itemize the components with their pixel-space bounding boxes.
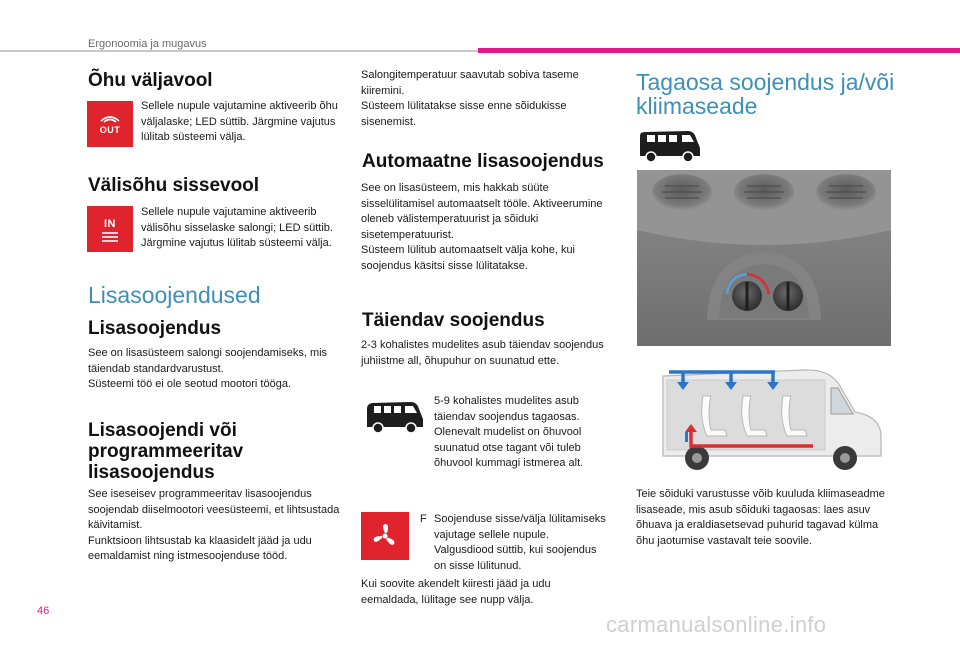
programmable-heater-title: Lisasoojendi või programmeeritav lisasoojendus (88, 420, 244, 483)
air-out-button-icon (87, 101, 133, 147)
air-in-title: Välisõhu sissevool (88, 175, 260, 196)
extra-heater-title: Täiendav soojendus (362, 310, 545, 331)
air-out-icon-label: OUT (99, 125, 121, 135)
air-in-lines-icon (99, 230, 121, 242)
air-in-button-icon (87, 206, 133, 252)
air-out-text: Sellele nupule vajutamine aktiveerib õhu väljalaske; LED süttib. Järgmine vajutus lülitab süsteemi välja. (141, 100, 338, 143)
bullet-marker: F (420, 513, 427, 525)
air-in-icon-label: IN (104, 218, 116, 230)
watermark: carmanualsonline.info (606, 612, 827, 637)
heater-title: Lisasoojendus (88, 318, 222, 339)
fan-button-text: Soojenduse sisse/välja lülitamiseks vajutage sellele nupule. Valgusdiood süttib, kui soojendus on sisse lülitunud. (434, 513, 606, 572)
section-header: Ergonoomia ja mugavus (88, 38, 207, 50)
header-accent-bar (478, 48, 960, 53)
accessories-title: Lisasoojendused (88, 282, 261, 308)
auto-heater-title: Automaatne lisasoojendus (362, 151, 604, 172)
air-out-arrows-icon (99, 113, 121, 123)
heating-intro-text: Salongitemperatuur saavutab sobiva taseme kiiremini. Süsteem lülitatakse sisse enne sõidukisse sisenemist. (361, 69, 579, 128)
page-number: 46 (37, 605, 50, 617)
fan-button-icon (361, 512, 409, 560)
minibus-heater-text: 5-9 kohalistes mudelites asub täiendav soojendus tagaosas. Olenevalt mudelist on õhuvool suunatud otse tagant või tuleb õhuvool kummagi istmerea alt. (434, 395, 584, 469)
minibus-icon (361, 397, 425, 437)
air-in-text: Sellele nupule vajutamine aktiveerib välisõhu sisselaske salongi; LED süttib. Järgmine vajutus lülitab süsteemi välja. (141, 206, 333, 249)
rear-heating-text: Teie sõiduki varustusse võib kuuluda kliimaseadme lisaseade, mis asub sõiduki tagaosas: laes asuv õhuava ja eraldiasetsevad puhurid tagavad külma õhu jaotumise vastavalt teie soovile. (636, 488, 885, 547)
fan-instruction (420, 512, 610, 574)
van-airflow-illustration (655, 364, 885, 474)
ceiling-vent-photo (637, 170, 891, 346)
extra-heater-text: 2-3 kohalistes mudelites asub täiendav soojendus juhiistme all, õhupuhur on suunatud ette. (361, 339, 604, 367)
fan-footer-text: Kui soovite akendelt kiiresti jääd ja udu eemaldada, lülitage see nupp välja. (361, 578, 551, 606)
heater-text: See on lisasüsteem salongi soojendamiseks, mis täiendab standardvarustust. Süsteemi töö ei ole seotud mootori tööga. (88, 347, 328, 390)
auto-heater-text: See on lisasüsteem, mis hakkab süüte sisselülitamisel automaatselt tööle. Aktiveerumine oleneb välistemperatuurist ja sõiduki sisetemperatuurist. Süsteem lülitub automaatselt välja kohe, kui soojendus käsitsi sisse lülitatakse. (361, 182, 603, 272)
programmable-heater-text: See iseseisev programmeeritav lisasoojendus soojendab diiselmootori veesüsteemi, et lihtsustada käivitamist. Funktsioon lihtsustab ka klaasidelt jääd ja udu eemaldamist ning istmesoojenduse tööd. (88, 488, 340, 562)
van-side-icon (636, 128, 702, 164)
header-rule (0, 50, 478, 52)
rear-heating-title: Tagaosa soojendus ja/või kliimaseade (636, 69, 895, 119)
air-out-title: Õhu väljavool (88, 70, 213, 91)
fan-icon (370, 521, 400, 551)
